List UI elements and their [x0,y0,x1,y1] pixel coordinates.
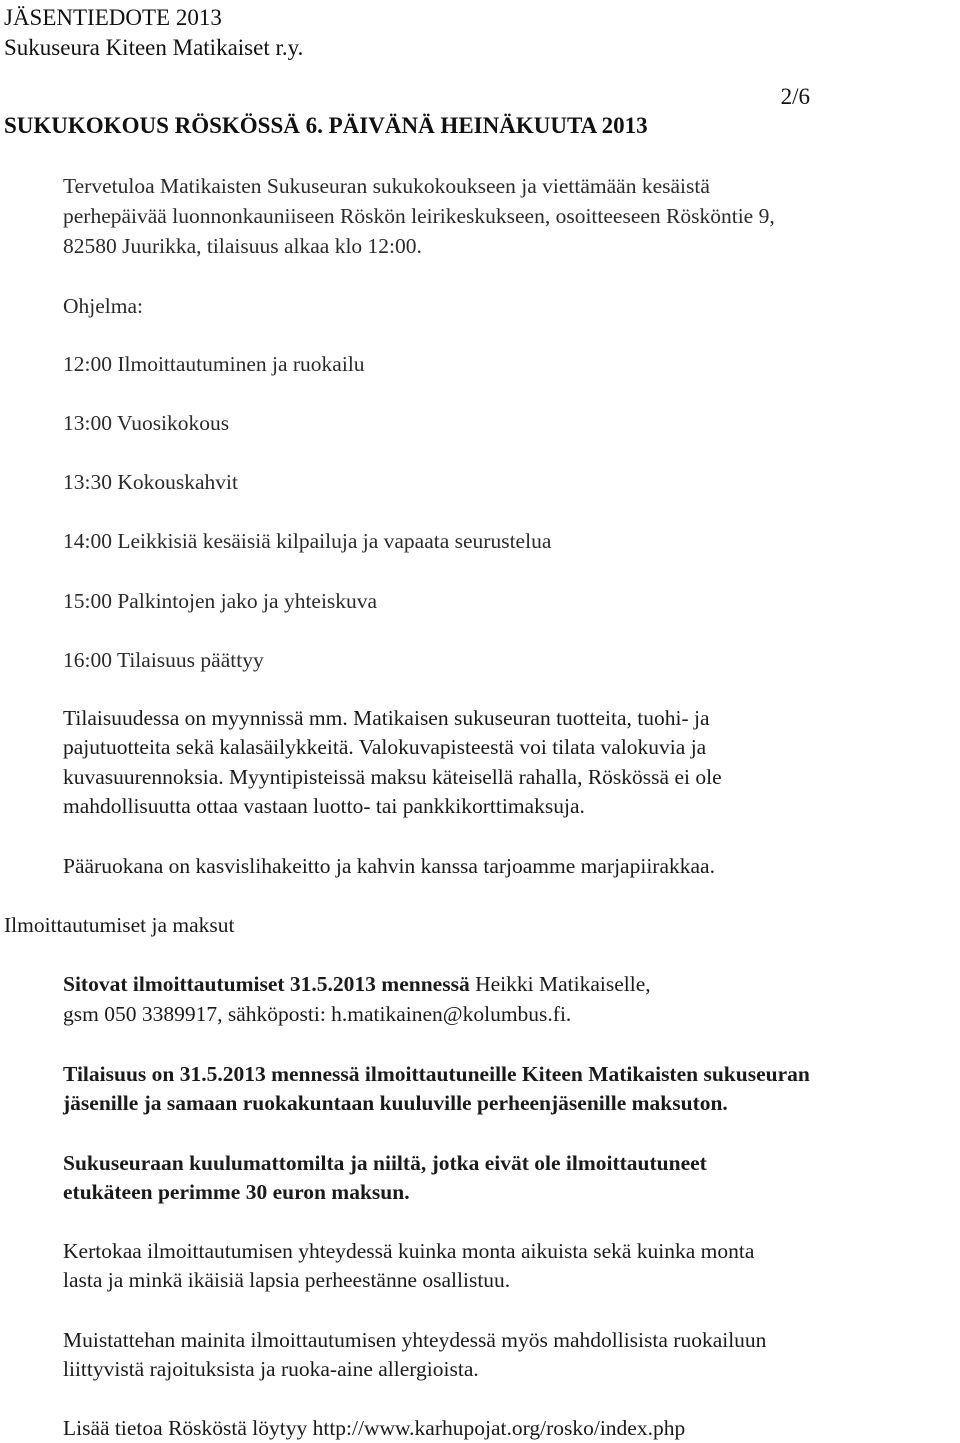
more-info-link-text: Lisää tietoa Rösköstä löytyy http://www.karhupojat.org/rosko/index.php [63,1416,686,1440]
children-note-line-1: Kertokaa ilmoittautumisen yhteydessä kuinka monta aikuista sekä kuinka monta [63,1239,755,1263]
diet-note-line-2: liittyvistä rajoituksista ja ruoka-aine allergioista. [63,1357,479,1381]
diet-note-line-1: Muistattehan mainita ilmoittautumisen yhteydessä myös mahdollisista ruokailuun [63,1328,767,1352]
program-item-1: 12:00 Ilmoittautuminen ja ruokailu [63,352,365,376]
program-item-3: 13:30 Kokouskahvit [63,470,238,494]
food-info: Pääruokana on kasvislihakeitto ja kahvin kanssa tarjoamme marjapiirakkaa. [63,854,715,878]
free-event-line-2: jäsenille ja samaan ruokakuntaan kuuluville perheenjäsenille maksuton. [63,1091,728,1115]
program-item-6: 16:00 Tilaisuus päättyy [63,648,264,672]
registration-contact-details: gsm 050 3389917, sähköposti: h.matikainen@kolumbus.fi. [63,1002,572,1026]
fee-line-2: etukäteen perimme 30 euron maksun. [63,1180,410,1204]
intro-line-1: Tervetuloa Matikaisten Sukuseuran sukukokoukseen ja viettämään kesäistä [63,174,710,198]
document-title: SUKUKOKOUS RÖSKÖSSÄ 6. PÄIVÄNÄ HEINÄKUUTA 2013 [4,113,648,138]
intro-line-2: perhepäivää luonnonkauniiseen Röskön leirikeskukseen, osoitteeseen Rösköntie 9, [63,204,775,228]
fee-line-1: Sukuseuraan kuulumattomilta ja niiltä, jotka eivät ole ilmoittautuneet [63,1151,707,1175]
program-item-2: 13:00 Vuosikokous [63,411,230,435]
sales-line-2: pajutuotteita sekä kalasäilykkeitä. Valokuvapisteestä voi tilata valokuvia ja [63,735,707,759]
sales-line-1: Tilaisuudessa on myynnissä mm. Matikaisen sukuseuran tuotteita, tuohi- ja [63,706,710,730]
program-heading: Ohjelma: [63,294,144,318]
header-newsletter-title: JÄSENTIEDOTE 2013 [4,5,222,30]
registration-heading: Ilmoittautumiset ja maksut [4,913,235,937]
children-note-line-2: lasta ja minkä ikäisiä lapsia perheestänne osallistuu. [63,1268,511,1292]
registration-contact-name: Heikki Matikaiselle, [469,972,651,996]
sales-line-3: kuvasuurennoksia. Myyntipisteissä maksu käteisellä rahalla, Röskössä ei ole [63,765,722,789]
header-organization-name: Sukuseura Kiteen Matikaiset r.y. [4,35,304,60]
program-item-5: 15:00 Palkintojen jako ja yhteiskuva [63,589,378,613]
intro-line-3: 82580 Juurikka, tilaisuus alkaa klo 12:00. [63,234,422,258]
registration-line-1 [63,970,651,999]
sales-line-4: mahdollisuutta ottaa vastaan luotto- tai pankkikorttimaksuja. [63,794,585,818]
registration-deadline: Sitovat ilmoittautumiset 31.5.2013 mennessä [63,972,470,996]
program-item-4: 14:00 Leikkisiä kesäisiä kilpailuja ja vapaata seurustelua [63,529,552,553]
page-number: 2/6 [780,84,810,109]
free-event-line-1: Tilaisuus on 31.5.2013 mennessä ilmoittautuneille Kiteen Matikaisten sukuseuran [63,1062,810,1086]
